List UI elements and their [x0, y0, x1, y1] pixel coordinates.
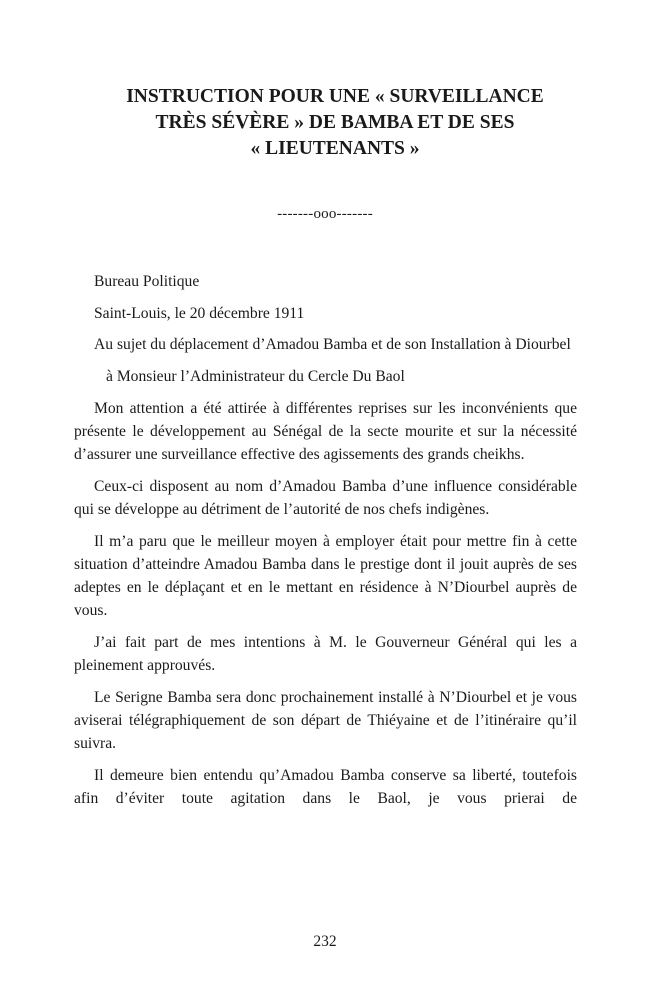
- title-line: INSTRUCTION POUR UNE « SURVEILLANCE: [126, 86, 544, 107]
- page-number: 232: [313, 933, 337, 950]
- addressee-line: à Monsieur l’Administrateur du Cercle Du Baol: [106, 368, 405, 386]
- paragraph: Il m’a paru que le meilleur moyen à employer était pour mettre fin à cette situation d’atteindre Amadou Bamba dans le prestige dont il jouit auprès de ses adeptes en le déplaçant et en le mettant en résidence à N’Diourbel auprès de vous.: [74, 532, 577, 620]
- paragraph: Il demeure bien entendu qu’Amadou Bamba conserve sa liberté, toutefois afin d’éviter toute agitation dans le Baol, je vous prierai de: [74, 767, 577, 808]
- paragraph: Mon attention a été attirée à différentes reprises sur les inconvénients que présente le développement au Sénégal de la secte mourite et sur la nécessité d’assurer une surveillance effective des agissements des grands cheikhs.: [74, 399, 577, 464]
- document-title: [60, 84, 610, 162]
- subject-line: Au sujet du déplacement d’Amadou Bamba et de son Installation à Diourbel: [94, 336, 571, 354]
- paragraph: Ceux-ci disposent au nom d’Amadou Bamba d’une influence considérable qui se développe au détriment de l’autorité de nos chefs indigènes.: [74, 477, 577, 519]
- letter-body: [74, 270, 577, 819]
- paragraph: Le Serigne Bamba sera donc prochainement installé à N’Diourbel et je vous aviserai télégraphiquement de son départ de Thiéyaine et de l’itinéraire qu’il suivra.: [74, 689, 577, 753]
- office-line: Bureau Politique: [94, 273, 200, 290]
- title-line: TRÈS SÉVÈRE » DE BAMBA ET DE SES: [155, 112, 515, 133]
- place-date-line: Saint-Louis, le 20 décembre 1911: [94, 304, 305, 322]
- paragraph: J’ai fait part de mes intentions à M. le Gouverneur Général qui les a pleinement approuvés.: [74, 634, 577, 675]
- section-separator: -------ooo-------: [277, 206, 373, 222]
- title-line: « LIEUTENANTS »: [250, 138, 420, 159]
